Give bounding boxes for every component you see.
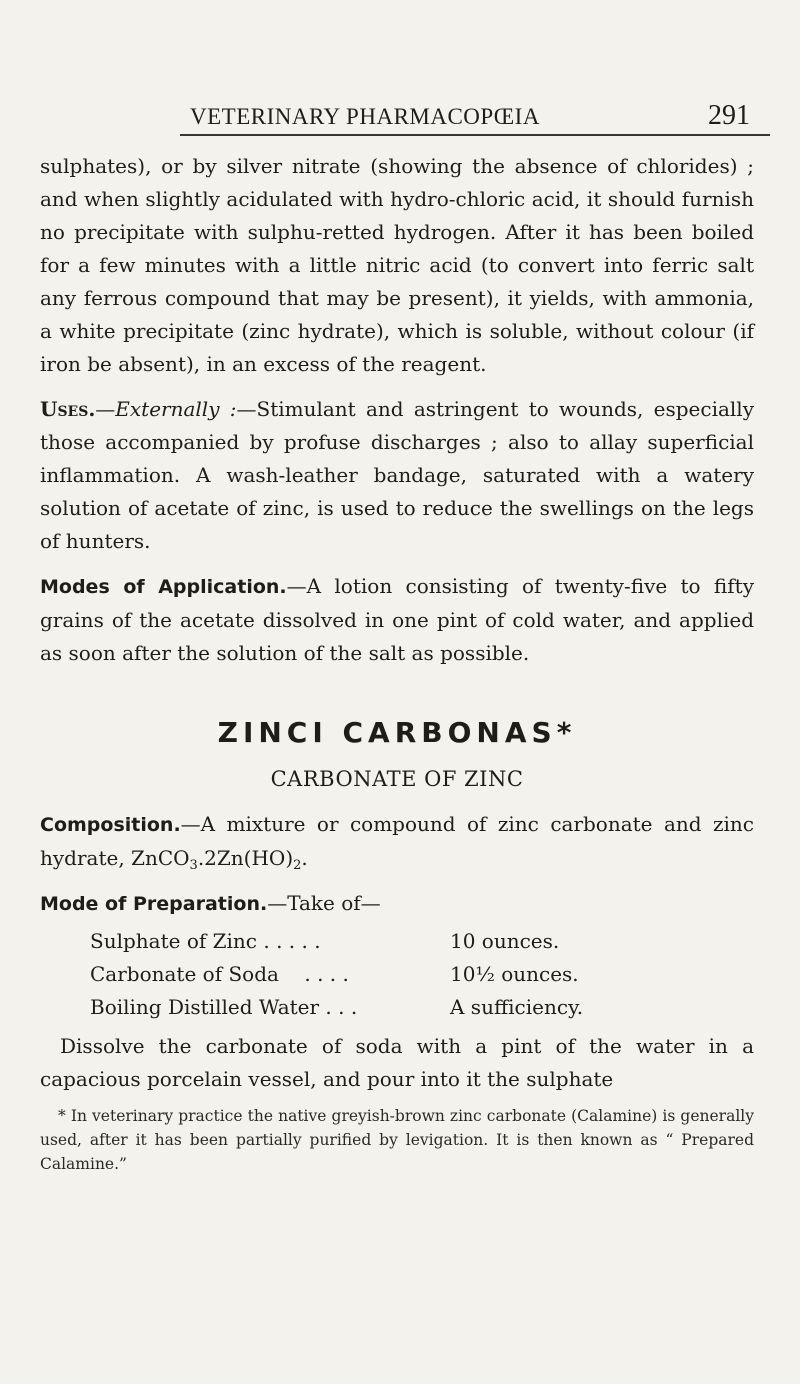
composition-text: —A mixture or compound of zinc carbonate and zinc hydrate, ZnCO — [40, 812, 754, 870]
preparation-instructions: Dissolve the carbonate of soda with a pint of the water in a capacious porcelain vessel, and pour into it the sulphate — [40, 1034, 754, 1091]
section-subtitle: CARBONATE OF ZINC — [270, 767, 524, 791]
ingredient-list — [90, 925, 754, 1024]
running-head — [190, 100, 750, 132]
ingredient-name: Sulphate of Zinc . . . . . — [90, 929, 321, 953]
modes-label: Modes of Application. — [40, 576, 287, 598]
uses-dash: — — [95, 397, 116, 421]
formula-subscript-3: 3 — [189, 858, 198, 873]
composition-text-2: .2Zn(HO) — [197, 846, 294, 870]
ingredient-name: Carbonate of Soda . . . . — [90, 962, 349, 986]
body-text — [40, 150, 754, 1176]
modes-paragraph — [40, 570, 754, 670]
uses-externally: Externally : — [115, 397, 237, 421]
ingredient-amount: 10½ ounces. — [450, 962, 579, 986]
section-title: ZINCI CARBONAS* — [217, 716, 577, 749]
composition-paragraph — [40, 808, 754, 875]
preparation-paragraph — [40, 887, 754, 921]
uses-paragraph — [40, 393, 754, 558]
ingredient-amount: 10 ounces. — [450, 929, 560, 953]
footnote: * In veterinary practice the native greyish-brown zinc carbonate (Calamine) is generally used, after it has been partially purified by levigation. It is then known as “ Prepared Calamine.” — [40, 1107, 754, 1173]
running-title: VETERINARY PHARMACOPŒIA — [190, 104, 540, 129]
composition-label: Composition. — [40, 814, 181, 836]
ingredient-row — [90, 991, 754, 1024]
composition-text-3: . — [301, 846, 308, 870]
uses-label: Uses. — [40, 397, 96, 421]
uses-text: —Stimulant and astringent to wounds, especially those accompanied by profuse discharges ; also to allay superficial inflammation. A wash-leather bandage, saturated with a watery solution of acetate of zinc, is used to reduce the swellings on the legs of hunters. — [40, 397, 754, 553]
preparation-text: —Take of— — [267, 891, 381, 915]
modes-text: —A lotion consisting of twenty-five to fifty grains of the acetate dissolved in one pint of cold water, and applied as soon after the solution of the salt as possible. — [40, 574, 754, 665]
ingredient-amount: A sufficiency. — [450, 995, 584, 1019]
ingredient-row — [90, 958, 754, 991]
header-rule — [180, 134, 770, 136]
preparation-label: Mode of Preparation. — [40, 893, 268, 915]
ingredient-row — [90, 925, 754, 958]
formula-subscript-2: 2 — [293, 858, 302, 873]
ingredient-name: Boiling Distilled Water . . . — [90, 995, 358, 1019]
paragraph-continuation: sulphates), or by silver nitrate (showing the absence of chlorides) ; and when slightly acidulated with hydro-chloric acid, it should furnish no precipitate with sulphu-retted hydrogen. After it has been boiled for a few minutes with a little nitric acid (to convert into ferric salt any ferrous compound that may be present), it yields, with ammonia, a white precipitate (zinc hydrate), which is soluble, without colour (if iron be absent), in an excess of the reagent. — [40, 154, 754, 376]
page-number: 291 — [708, 100, 750, 131]
